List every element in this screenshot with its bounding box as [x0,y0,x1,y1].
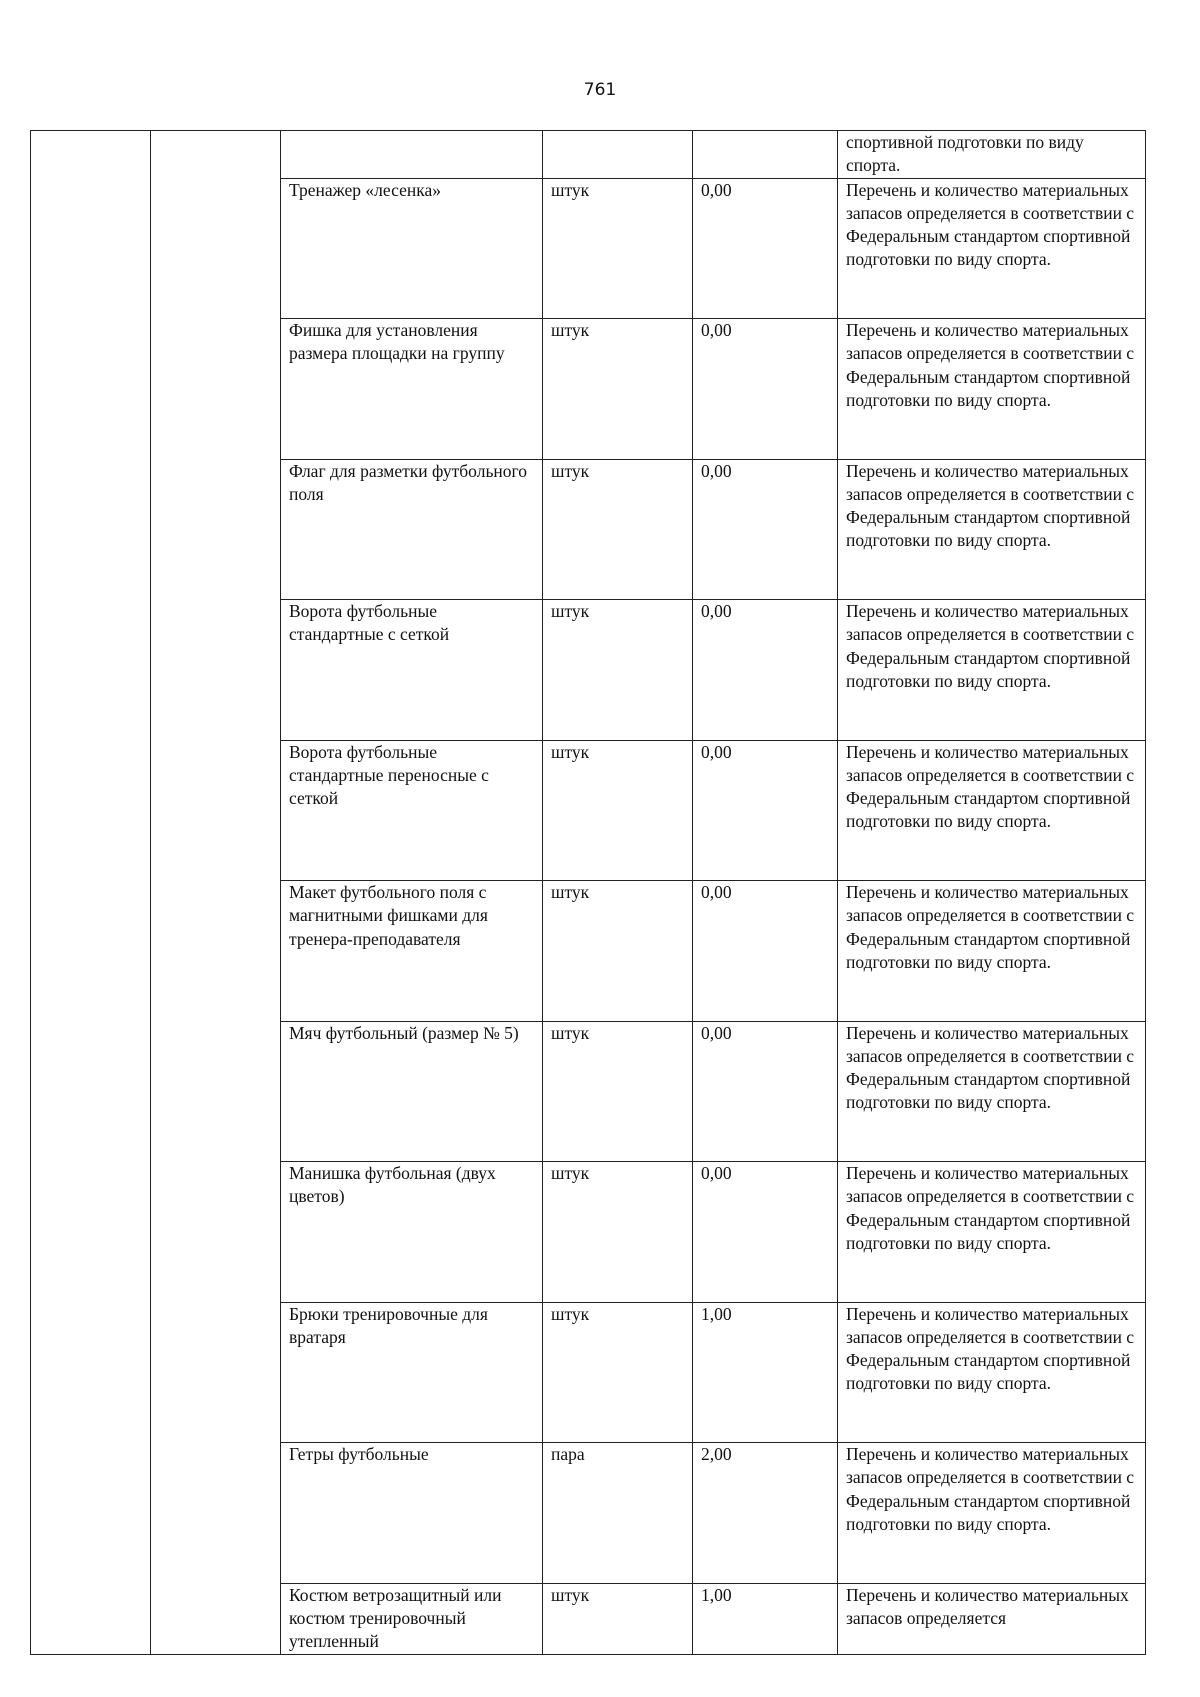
item-note: Перечень и количество материальных запасов определяется в соответствии с Федеральным стандартом спортивной подготовки по виду спорта. [838,1021,1146,1162]
item-unit: штук [543,1162,693,1303]
item-qty: 0,00 [693,319,838,460]
table-body [31,131,1146,1655]
materials-table [30,130,1146,1655]
item-unit: штук [543,459,693,600]
item-qty: 0,00 [693,740,838,881]
item-note: спортивной подготовки по виду спорта. [838,131,1146,179]
item-qty: 0,00 [693,459,838,600]
item-note: Перечень и количество материальных запасов определяется в соответствии с Федеральным стандартом спортивной подготовки по виду спорта. [838,600,1146,741]
item-name: Брюки тренировочные для вратаря [281,1302,543,1443]
table-row [31,131,1146,179]
item-qty: 0,00 [693,600,838,741]
item-name [281,131,543,179]
item-note: Перечень и количество материальных запасов определяется в соответствии с Федеральным стандартом спортивной подготовки по виду спорта. [838,178,1146,319]
item-unit: штук [543,178,693,319]
item-unit: штук [543,1021,693,1162]
item-unit: штук [543,1583,693,1654]
item-note: Перечень и количество материальных запасов определяется в соответствии с Федеральным стандартом спортивной подготовки по виду спорта. [838,1302,1146,1443]
item-name: Ворота футбольные стандартные с сеткой [281,600,543,741]
item-name: Фишка для установления размера площадки на группу [281,319,543,460]
item-unit: штук [543,319,693,460]
item-unit: пара [543,1443,693,1584]
item-name: Флаг для разметки футбольного поля [281,459,543,600]
item-qty: 2,00 [693,1443,838,1584]
item-qty: 0,00 [693,881,838,1022]
item-note: Перечень и количество материальных запасов определяется в соответствии с Федеральным стандартом спортивной подготовки по виду спорта. [838,881,1146,1022]
merged-cell-1 [31,131,151,1655]
item-qty: 0,00 [693,178,838,319]
item-name: Макет футбольного поля с магнитными фишками для тренера-преподавателя [281,881,543,1022]
item-qty: 1,00 [693,1583,838,1654]
item-note: Перечень и количество материальных запасов определяется в соответствии с Федеральным стандартом спортивной подготовки по виду спорта. [838,1162,1146,1303]
item-qty: 1,00 [693,1302,838,1443]
item-note: Перечень и количество материальных запасов определяется в соответствии с Федеральным стандартом спортивной подготовки по виду спорта. [838,319,1146,460]
item-note: Перечень и количество материальных запасов определяется в соответствии с Федеральным стандартом спортивной подготовки по виду спорта. [838,740,1146,881]
item-unit [543,131,693,179]
item-name: Манишка футбольная (двух цветов) [281,1162,543,1303]
item-name: Костюм ветрозащитный или костюм тренировочный утепленный [281,1583,543,1654]
page-number: 761 [583,80,617,100]
item-name: Гетры футбольные [281,1443,543,1584]
item-unit: штук [543,740,693,881]
item-qty [693,131,838,179]
item-unit: штук [543,600,693,741]
item-name: Тренажер «лесенка» [281,178,543,319]
item-qty: 0,00 [693,1021,838,1162]
item-unit: штук [543,1302,693,1443]
item-note: Перечень и количество материальных запасов определяется в соответствии с Федеральным стандартом спортивной подготовки по виду спорта. [838,1443,1146,1584]
item-name: Мяч футбольный (размер № 5) [281,1021,543,1162]
item-name: Ворота футбольные стандартные переносные с сеткой [281,740,543,881]
item-unit: штук [543,881,693,1022]
merged-cell-2 [151,131,281,1655]
item-note: Перечень и количество материальных запасов определяется в соответствии с Федеральным стандартом спортивной подготовки по виду спорта. [838,459,1146,600]
item-note: Перечень и количество материальных запасов определяется [838,1583,1146,1654]
item-qty: 0,00 [693,1162,838,1303]
